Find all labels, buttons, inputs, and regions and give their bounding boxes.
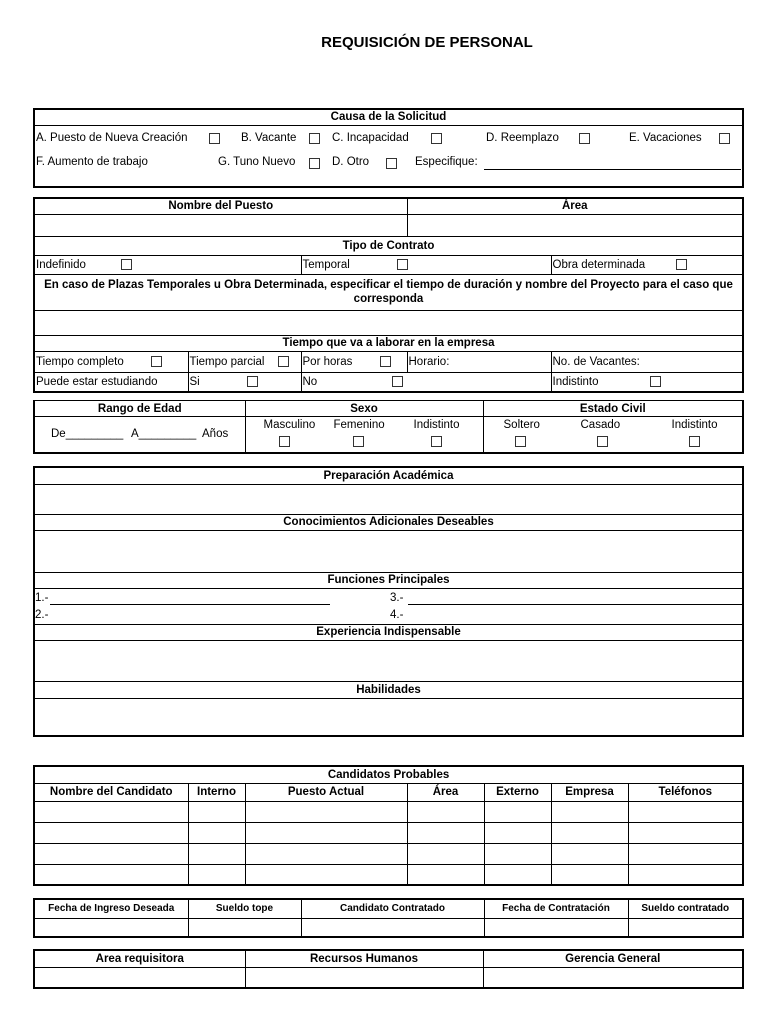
preparacion-header: Preparación Académica bbox=[34, 467, 743, 484]
experiencia-field[interactable] bbox=[34, 640, 743, 681]
soltero-checkbox[interactable] bbox=[515, 436, 526, 447]
sexo-cell bbox=[245, 417, 483, 453]
option-b-checkbox[interactable] bbox=[309, 133, 320, 144]
masculino-label: Masculino bbox=[263, 419, 316, 431]
tiempo-completo-checkbox[interactable] bbox=[151, 356, 162, 367]
col-sueldo-contratado: Sueldo contratado bbox=[628, 899, 743, 918]
si-label: Si bbox=[189, 375, 200, 388]
soltero-label: Soltero bbox=[503, 419, 540, 431]
tiempo-header: Tiempo que va a laborar en la empresa bbox=[34, 335, 743, 351]
funcion-3-label: 3.- bbox=[390, 591, 404, 604]
femenino-label: Femenino bbox=[333, 419, 385, 431]
option-d-label: D. Reemplazo bbox=[486, 131, 559, 144]
puesto-section bbox=[33, 197, 744, 393]
tiempo-completo-cell bbox=[34, 351, 188, 372]
option-c-label: C. Incapacidad bbox=[332, 131, 409, 144]
option-otro-label: D. Otro bbox=[332, 155, 370, 168]
indistinto-cell bbox=[551, 372, 743, 392]
col-telefonos: Teléfonos bbox=[628, 783, 743, 801]
temporal-label: Temporal bbox=[302, 258, 350, 271]
tiempo-parcial-checkbox[interactable] bbox=[278, 356, 289, 367]
estudiando-label: Puede estar estudiando bbox=[34, 372, 188, 392]
option-a-label: A. Puesto de Nueva Creación bbox=[36, 131, 188, 144]
vacantes-label: No. de Vacantes: bbox=[552, 355, 640, 368]
contratacion-section bbox=[33, 898, 744, 938]
habilidades-field[interactable] bbox=[34, 698, 743, 736]
table-row[interactable] bbox=[34, 918, 743, 937]
indistinto-checkbox[interactable] bbox=[650, 376, 661, 387]
casado-checkbox[interactable] bbox=[597, 436, 608, 447]
table-row[interactable] bbox=[34, 843, 743, 864]
por-horas-cell bbox=[301, 351, 407, 372]
funcion-4-label: 4.- bbox=[390, 608, 404, 621]
especifique-field[interactable] bbox=[484, 169, 741, 170]
funcion-3-line[interactable] bbox=[408, 604, 742, 605]
nombre-puesto-header: Nombre del Puesto bbox=[34, 198, 407, 214]
tipo-contrato-header: Tipo de Contrato bbox=[34, 236, 743, 255]
si-checkbox[interactable] bbox=[247, 376, 258, 387]
temporal-checkbox[interactable] bbox=[397, 259, 408, 270]
col-gerencia-general: Gerencia General bbox=[483, 950, 743, 967]
edad-a: A_________ bbox=[131, 428, 197, 440]
habilidades-header: Habilidades bbox=[34, 681, 743, 698]
obra-cell bbox=[551, 255, 743, 274]
causa-section bbox=[33, 108, 744, 188]
option-c-checkbox[interactable] bbox=[431, 133, 442, 144]
option-d-checkbox[interactable] bbox=[579, 133, 590, 144]
estado-civil-header: Estado Civil bbox=[483, 401, 743, 417]
especifique-label: Especifique: bbox=[415, 155, 478, 168]
col-interno: Interno bbox=[188, 783, 245, 801]
indefinido-cell bbox=[34, 255, 301, 274]
tiempo-completo-label: Tiempo completo bbox=[36, 355, 124, 368]
temporal-cell bbox=[301, 255, 551, 274]
indistinto-civil-label: Indistinto bbox=[671, 419, 718, 431]
sexo-header: Sexo bbox=[245, 401, 483, 417]
experiencia-header: Experiencia Indispensable bbox=[34, 624, 743, 640]
col-externo: Externo bbox=[484, 783, 551, 801]
option-g-checkbox[interactable] bbox=[309, 158, 320, 169]
funcion-1-line[interactable] bbox=[50, 604, 330, 605]
col-nombre-candidato: Nombre del Candidato bbox=[34, 783, 188, 801]
no-label: No bbox=[302, 375, 318, 388]
femenino-checkbox[interactable] bbox=[353, 436, 364, 447]
area-header: Área bbox=[407, 198, 743, 214]
col-fecha-contratacion: Fecha de Contratación bbox=[484, 899, 628, 918]
funcion-1-label: 1.- bbox=[35, 591, 49, 604]
indefinido-label: Indefinido bbox=[36, 258, 86, 271]
conocimientos-header: Conocimientos Adicionales Deseables bbox=[34, 514, 743, 530]
option-e-label: E. Vacaciones bbox=[629, 131, 702, 144]
obra-label: Obra determinada bbox=[552, 258, 646, 271]
col-recursos-humanos: Recursos Humanos bbox=[245, 950, 483, 967]
col-fecha-ingreso: Fecha de Ingreso Deseada bbox=[34, 899, 188, 918]
area-field[interactable] bbox=[407, 214, 743, 236]
table-row[interactable] bbox=[34, 801, 743, 822]
casado-label: Casado bbox=[580, 419, 621, 431]
perfil-basico-section bbox=[33, 400, 744, 454]
causa-header: Causa de la Solicitud bbox=[34, 109, 743, 125]
option-e-checkbox[interactable] bbox=[719, 133, 730, 144]
funcion-2-label: 2.- bbox=[35, 608, 49, 621]
option-f-label: F. Aumento de trabajo bbox=[36, 155, 148, 168]
por-horas-checkbox[interactable] bbox=[380, 356, 391, 367]
edad-de: De_________ bbox=[51, 428, 124, 440]
horario-label: Horario: bbox=[408, 355, 450, 368]
causa-options bbox=[34, 125, 743, 187]
tiempo-parcial-cell bbox=[188, 351, 301, 372]
candidatos-header: Candidatos Probables bbox=[34, 766, 743, 783]
option-b-label: B. Vacante bbox=[241, 131, 297, 144]
candidatos-section bbox=[33, 765, 744, 886]
option-g-label: G. Tuno Nuevo bbox=[218, 155, 296, 168]
indistinto-sexo-label: Indistinto bbox=[413, 419, 460, 431]
no-checkbox[interactable] bbox=[392, 376, 403, 387]
table-row[interactable] bbox=[34, 864, 743, 885]
nombre-puesto-field[interactable] bbox=[34, 214, 407, 236]
table-row[interactable] bbox=[34, 967, 743, 988]
rango-edad-cell[interactable] bbox=[34, 417, 245, 453]
obra-checkbox[interactable] bbox=[676, 259, 687, 270]
preparacion-field[interactable] bbox=[34, 484, 743, 514]
estado-civil-cell bbox=[483, 417, 743, 453]
rango-edad-header: Rango de Edad bbox=[34, 401, 245, 417]
col-area: Área bbox=[407, 783, 484, 801]
page-title: REQUISICIÓN DE PERSONAL bbox=[321, 34, 533, 51]
funciones-field[interactable] bbox=[34, 588, 743, 624]
plazas-note: En caso de Plazas Temporales u Obra Determinada, especificar el tiempo de duración y nombre del Proyecto para el caso que corresponda bbox=[34, 274, 743, 310]
indistinto-sexo-checkbox[interactable] bbox=[431, 436, 442, 447]
col-area-requisitora: Area requisitora bbox=[34, 950, 245, 967]
vacantes-cell[interactable] bbox=[551, 351, 743, 372]
col-puesto-actual: Puesto Actual bbox=[245, 783, 407, 801]
funciones-header: Funciones Principales bbox=[34, 572, 743, 588]
por-horas-label: Por horas bbox=[302, 355, 353, 368]
col-sueldo-tope: Sueldo tope bbox=[188, 899, 301, 918]
perfil-section bbox=[33, 466, 744, 737]
col-empresa: Empresa bbox=[551, 783, 628, 801]
masculino-checkbox[interactable] bbox=[279, 436, 290, 447]
edad-anos: Años bbox=[202, 428, 229, 440]
plazas-field[interactable] bbox=[34, 310, 743, 335]
option-otro-checkbox[interactable] bbox=[386, 158, 397, 169]
indistinto-civil-checkbox[interactable] bbox=[689, 436, 700, 447]
indefinido-checkbox[interactable] bbox=[121, 259, 132, 270]
si-cell bbox=[188, 372, 301, 392]
col-candidato-contratado: Candidato Contratado bbox=[301, 899, 484, 918]
horario-cell[interactable] bbox=[407, 351, 551, 372]
tiempo-parcial-label: Tiempo parcial bbox=[189, 355, 265, 368]
option-a-checkbox[interactable] bbox=[209, 133, 220, 144]
firmas-section bbox=[33, 949, 744, 989]
no-cell bbox=[301, 372, 551, 392]
conocimientos-field[interactable] bbox=[34, 530, 743, 572]
table-row[interactable] bbox=[34, 822, 743, 843]
indistinto-label: Indistinto bbox=[552, 375, 599, 388]
